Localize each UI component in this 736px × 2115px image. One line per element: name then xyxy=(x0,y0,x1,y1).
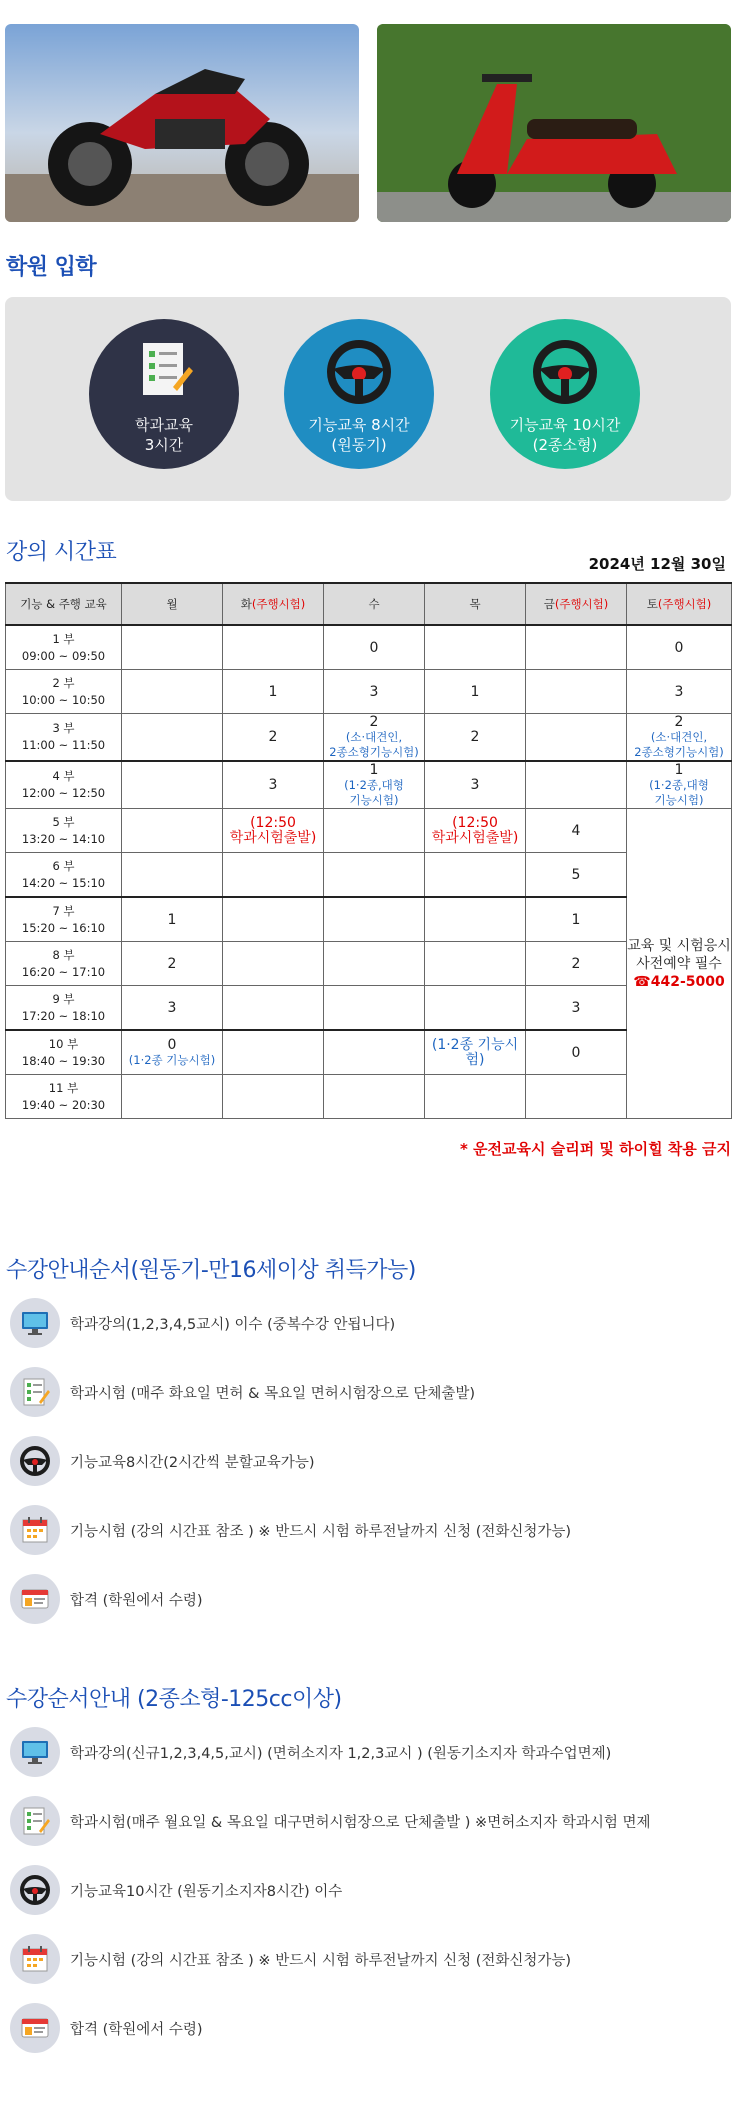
header-mon: 월 xyxy=(122,583,223,625)
table-row xyxy=(6,625,732,670)
steering-wheel-icon xyxy=(324,337,394,407)
guide2-step-text: 학과강의(신규1,2,3,4,5,교시) (면허소지자 1,2,3교시 ) (원동기소지자 학과수업면제) xyxy=(70,1746,612,1762)
guide2-step xyxy=(10,1727,730,1783)
admission-item-line2: (2종소형) xyxy=(532,436,598,454)
admission-item-line1: 학과교육 xyxy=(135,416,193,434)
cell: 2 xyxy=(122,942,223,986)
header-period: 기능 & 주행 교육 xyxy=(6,583,122,625)
period-cell: 3 부 11:00 ~ 11:50 xyxy=(6,714,122,762)
table-row xyxy=(6,897,732,942)
admission-item-line2: 3시간 xyxy=(144,436,184,454)
admission-item-line1: 기능교육 8시간 xyxy=(308,416,410,434)
cell: 1 (1·2종,대형 기능시험) xyxy=(627,761,732,809)
cell: 3 xyxy=(223,761,324,809)
guide2-step-text: 합격 (학원에서 수령) xyxy=(70,2022,203,2038)
phone-number[interactable]: ☎442-5000 xyxy=(633,973,725,990)
guide1-step xyxy=(10,1436,730,1492)
guide2-step-text: 학과시험(매주 월요일 & 목요일 대구면허시험장으로 단체출발 ) ※면허소지자 학과시험 면제 xyxy=(70,1815,651,1831)
period-cell: 8 부 16:20 ~ 17:10 xyxy=(6,942,122,986)
cell: 1 xyxy=(526,897,627,942)
calendar-icon xyxy=(19,1943,51,1975)
guide2-step xyxy=(10,2003,730,2059)
period-cell: 4 부 12:00 ~ 12:50 xyxy=(6,761,122,809)
admission-item-line1: 기능교육 10시간 xyxy=(509,416,621,434)
period-cell: 1 부 09:00 ~ 09:50 xyxy=(6,625,122,670)
reservation-notice: 교육 및 시험응시 사전예약 필수 ☎442-5000 xyxy=(627,809,732,1119)
header-fri: 금(주행시험) xyxy=(526,583,627,625)
guide2-step xyxy=(10,1865,730,1921)
license-card-icon xyxy=(19,2012,51,2044)
cell: (1·2종 기능시험) xyxy=(425,1030,526,1075)
red-scooter-photo xyxy=(377,24,731,222)
header-tue: 화(주행시험) xyxy=(223,583,324,625)
guide2-step-text: 기능교육10시간 (원동기소지자8시간) 이수 xyxy=(70,1884,343,1900)
guide2-step-text: 기능시험 (강의 시간표 참조 ) ※ 반드시 시험 하루전날까지 신청 (전화신청가능) xyxy=(70,1953,572,1969)
period-cell: 11 부 19:40 ~ 20:30 xyxy=(6,1075,122,1119)
cell: 2 xyxy=(223,714,324,762)
cell: 5 xyxy=(526,853,627,898)
monitor-icon xyxy=(19,1307,51,1339)
table-row xyxy=(6,853,732,898)
cell: 0 xyxy=(526,1030,627,1075)
table-row xyxy=(6,1075,732,1119)
header-wed: 수 xyxy=(324,583,425,625)
table-row xyxy=(6,809,732,853)
cell: 3 xyxy=(627,670,732,714)
guide2-step xyxy=(10,1934,730,1990)
cell: 2 (소·대견인, 2종소형기능시험) xyxy=(627,714,732,762)
guide1-step xyxy=(10,1367,730,1423)
period-cell: 2 부 10:00 ~ 10:50 xyxy=(6,670,122,714)
cell: 1 (1·2종,대형 기능시험) xyxy=(324,761,425,809)
period-cell: 10 부 18:40 ~ 19:30 xyxy=(6,1030,122,1075)
guide1-step xyxy=(10,1298,730,1354)
period-cell: 7 부 15:20 ~ 16:10 xyxy=(6,897,122,942)
cell: 4 xyxy=(526,809,627,853)
cell: 1 xyxy=(122,897,223,942)
document-icon xyxy=(129,337,199,407)
table-row xyxy=(6,670,732,714)
header-thu: 목 xyxy=(425,583,526,625)
cell: 3 xyxy=(324,670,425,714)
admission-item-line2: (원동기) xyxy=(331,436,387,454)
table-row xyxy=(6,761,732,809)
guide1-step-text: 기능시험 (강의 시간표 참조 ) ※ 반드시 시험 하루전날까지 신청 (전화신청가능) xyxy=(70,1524,572,1540)
monitor-icon xyxy=(19,1736,51,1768)
period-cell: 6 부 14:20 ~ 15:10 xyxy=(6,853,122,898)
timetable-title: 강의 시간표 xyxy=(6,540,117,565)
guide1-step xyxy=(10,1574,730,1630)
safety-warning: * 운전교육시 슬리퍼 및 하이힐 착용 금지 xyxy=(459,1140,731,1158)
checklist-icon xyxy=(19,1805,51,1837)
admission-panel xyxy=(5,297,731,501)
guide1-step-text: 학과시험 (매주 화요일 면허 & 목요일 면허시험장으로 단체출발) xyxy=(70,1386,476,1402)
period-cell: 9 부 17:20 ~ 18:10 xyxy=(6,986,122,1031)
cell: 3 xyxy=(425,761,526,809)
calendar-icon xyxy=(19,1514,51,1546)
header-sat: 토(주행시험) xyxy=(627,583,732,625)
table-row xyxy=(6,986,732,1031)
steering-wheel-icon xyxy=(530,337,600,407)
timetable-date: 2024년 12월 30일 xyxy=(588,555,726,573)
checklist-icon xyxy=(19,1376,51,1408)
guide1-step-text: 합격 (학원에서 수령) xyxy=(70,1593,203,1609)
guide2-title: 수강순서안내 (2종소형-125cc이상) xyxy=(6,1687,342,1712)
admission-item-small xyxy=(490,319,640,469)
cell: 3 xyxy=(122,986,223,1031)
cell: 1 xyxy=(425,670,526,714)
sport-motorcycle-photo xyxy=(5,24,359,222)
admission-title: 학원 입학 xyxy=(6,255,97,280)
cell: 0 (1·2종 기능시험) xyxy=(122,1030,223,1075)
guide1-step-text: 기능교육8시간(2시간씩 분할교육가능) xyxy=(70,1455,315,1471)
timetable xyxy=(5,582,732,1119)
period-cell: 5 부 13:20 ~ 14:10 xyxy=(6,809,122,853)
cell: 0 xyxy=(627,625,732,670)
cell: 3 xyxy=(526,986,627,1031)
guide1-step-text: 학과강의(1,2,3,4,5교시) 이수 (중복수강 안됩니다) xyxy=(70,1317,396,1333)
cell: (12:50 학과시험출발) xyxy=(223,809,324,853)
steering-wheel-icon xyxy=(19,1874,51,1906)
hero-photos xyxy=(5,24,731,224)
cell: 2 (소·대견인, 2종소형기능시험) xyxy=(324,714,425,762)
table-row xyxy=(6,1030,732,1075)
license-card-icon xyxy=(19,1583,51,1615)
cell: (12:50 학과시험출발) xyxy=(425,809,526,853)
cell: 0 xyxy=(324,625,425,670)
guide1-step xyxy=(10,1505,730,1561)
table-row xyxy=(6,714,732,762)
cell: 1 xyxy=(223,670,324,714)
cell: 2 xyxy=(425,714,526,762)
cell: 2 xyxy=(526,942,627,986)
steering-wheel-icon xyxy=(19,1445,51,1477)
guide1-title: 수강안내순서(원동기-만16세이상 취득가능) xyxy=(6,1258,416,1283)
admission-item-theory xyxy=(89,319,239,469)
guide2-step xyxy=(10,1796,730,1852)
admission-item-moped xyxy=(284,319,434,469)
table-row xyxy=(6,942,732,986)
